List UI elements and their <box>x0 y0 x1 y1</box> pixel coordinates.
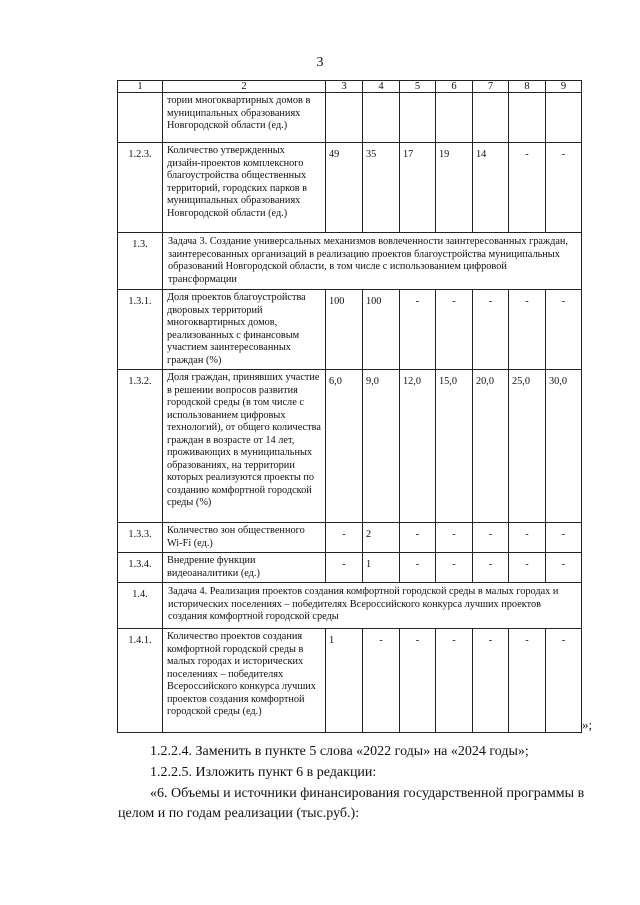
header-cell: 7 <box>473 81 509 93</box>
row-number <box>118 93 163 143</box>
header-cell: 1 <box>118 81 163 93</box>
value-cell: 2 <box>363 523 400 553</box>
header-cell: 4 <box>363 81 400 93</box>
indicator-row <box>118 370 582 523</box>
row-number: 1.3.1. <box>118 290 163 370</box>
paragraph-1-2-2-4: 1.2.2.4. Заменить в пункте 5 слова «2022 годы» на «2024 годы»; <box>150 744 529 759</box>
value-cell: 6,0 <box>326 370 363 523</box>
row-number: 1.4. <box>118 583 163 629</box>
value-cell: 14 <box>473 143 509 233</box>
value-cell: - <box>509 290 546 370</box>
indicators-table <box>117 80 582 733</box>
indicator-description: Внедрение функции видеоаналитики (ед.) <box>163 553 326 583</box>
value-cell: - <box>400 290 436 370</box>
value-cell: - <box>509 523 546 553</box>
indicator-description: Доля граждан, принявших участие в решении вопросов развития городской среды (в том числе с использованием цифровых технологий), от общего количества граждан в возрасте от 14 лет, проживающих в муниципальных образованиях, на территории которых реализуются проекты по созданию комфортной городской среды (%) <box>163 370 326 523</box>
indicator-row <box>118 553 582 583</box>
value-cell: 100 <box>363 290 400 370</box>
row-number: 1.3.3. <box>118 523 163 553</box>
value-cell <box>400 93 436 143</box>
indicator-row <box>118 523 582 553</box>
value-cell: - <box>363 629 400 733</box>
row-number: 1.3.2. <box>118 370 163 523</box>
header-cell: 6 <box>436 81 473 93</box>
value-cell: - <box>546 143 582 233</box>
header-cell: 2 <box>163 81 326 93</box>
value-cell: - <box>509 143 546 233</box>
indicator-description: Доля проектов благоустройства дворовых территорий многоквартирных домов, реализованных с финансовым участием заинтересованных граждан (%) <box>163 290 326 370</box>
value-cell: - <box>509 629 546 733</box>
value-cell: - <box>400 629 436 733</box>
header-cell: 8 <box>509 81 546 93</box>
value-cell: - <box>473 629 509 733</box>
value-cell: - <box>326 553 363 583</box>
header-cell: 5 <box>400 81 436 93</box>
value-cell: - <box>473 523 509 553</box>
value-cell: 19 <box>436 143 473 233</box>
row-number: 1.4.1. <box>118 629 163 733</box>
table-header-row <box>118 81 582 93</box>
value-cell <box>509 93 546 143</box>
value-cell <box>473 93 509 143</box>
header-cell: 9 <box>546 81 582 93</box>
value-cell: - <box>436 553 473 583</box>
value-cell: - <box>473 290 509 370</box>
value-cell: 12,0 <box>400 370 436 523</box>
value-cell: - <box>546 553 582 583</box>
value-cell: 30,0 <box>546 370 582 523</box>
value-cell: 15,0 <box>436 370 473 523</box>
value-cell: - <box>400 523 436 553</box>
value-cell: - <box>436 523 473 553</box>
indicator-description: Количество проектов создания комфортной городской среды в малых городах и исторических поселениях – победителях Всероссийского конкурса лучших проектов создания комфортной городской среды (ед.) <box>163 629 326 733</box>
value-cell: - <box>400 553 436 583</box>
value-cell: 20,0 <box>473 370 509 523</box>
value-cell <box>546 93 582 143</box>
page-number: 3 <box>316 55 324 70</box>
header-cell: 3 <box>326 81 363 93</box>
value-cell <box>326 93 363 143</box>
value-cell: 17 <box>400 143 436 233</box>
paragraph-6-financing: «6. Объемы и источники финансирования государственной программы в целом и по годам реализации (тыс.руб.): <box>118 786 585 821</box>
value-cell: - <box>546 523 582 553</box>
task-description: Задача 3. Создание универсальных механизмов вовлеченности заинтересованных граждан, заинтересованных организаций в реализацию проектов благоустройства муниципальных образований Новгородской области, в том числе с использованием цифровой трансформации <box>163 233 582 290</box>
value-cell <box>436 93 473 143</box>
value-cell: - <box>546 629 582 733</box>
paragraph-1-2-2-5: 1.2.2.5. Изложить пункт 6 в редакции: <box>150 765 377 780</box>
indicator-row <box>118 290 582 370</box>
indicator-row <box>118 629 582 733</box>
value-cell: 35 <box>363 143 400 233</box>
value-cell: 1 <box>363 553 400 583</box>
task-row <box>118 583 582 629</box>
value-cell: 1 <box>326 629 363 733</box>
task-row <box>118 233 582 290</box>
value-cell: - <box>473 553 509 583</box>
value-cell: - <box>546 290 582 370</box>
indicator-description: Количество утвержденных дизайн-проектов комплексного благоустройства общественных территорий, городских парков в муниципальных образованиях Новгородской области (ед.) <box>163 143 326 233</box>
indicator-description: тории многоквартирных домов в муниципальных образованиях Новгородской области (ед.) <box>163 93 326 143</box>
indicator-row <box>118 143 582 233</box>
value-cell <box>363 93 400 143</box>
row-number: 1.3. <box>118 233 163 290</box>
closing-quote: »; <box>582 717 593 732</box>
value-cell: - <box>326 523 363 553</box>
row-number: 1.3.4. <box>118 553 163 583</box>
value-cell: - <box>436 629 473 733</box>
row-number: 1.2.3. <box>118 143 163 233</box>
value-cell: 25,0 <box>509 370 546 523</box>
value-cell: 49 <box>326 143 363 233</box>
value-cell: - <box>436 290 473 370</box>
indicator-description: Количество зон общественного Wi-Fi (ед.) <box>163 523 326 553</box>
value-cell: - <box>509 553 546 583</box>
value-cell: 100 <box>326 290 363 370</box>
value-cell: 9,0 <box>363 370 400 523</box>
task-description: Задача 4. Реализация проектов создания комфортной городской среды в малых городах и исторических поселениях – победителях Всероссийского конкурса лучших проектов создания комфортной городской среды <box>163 583 582 629</box>
indicator-row <box>118 93 582 143</box>
